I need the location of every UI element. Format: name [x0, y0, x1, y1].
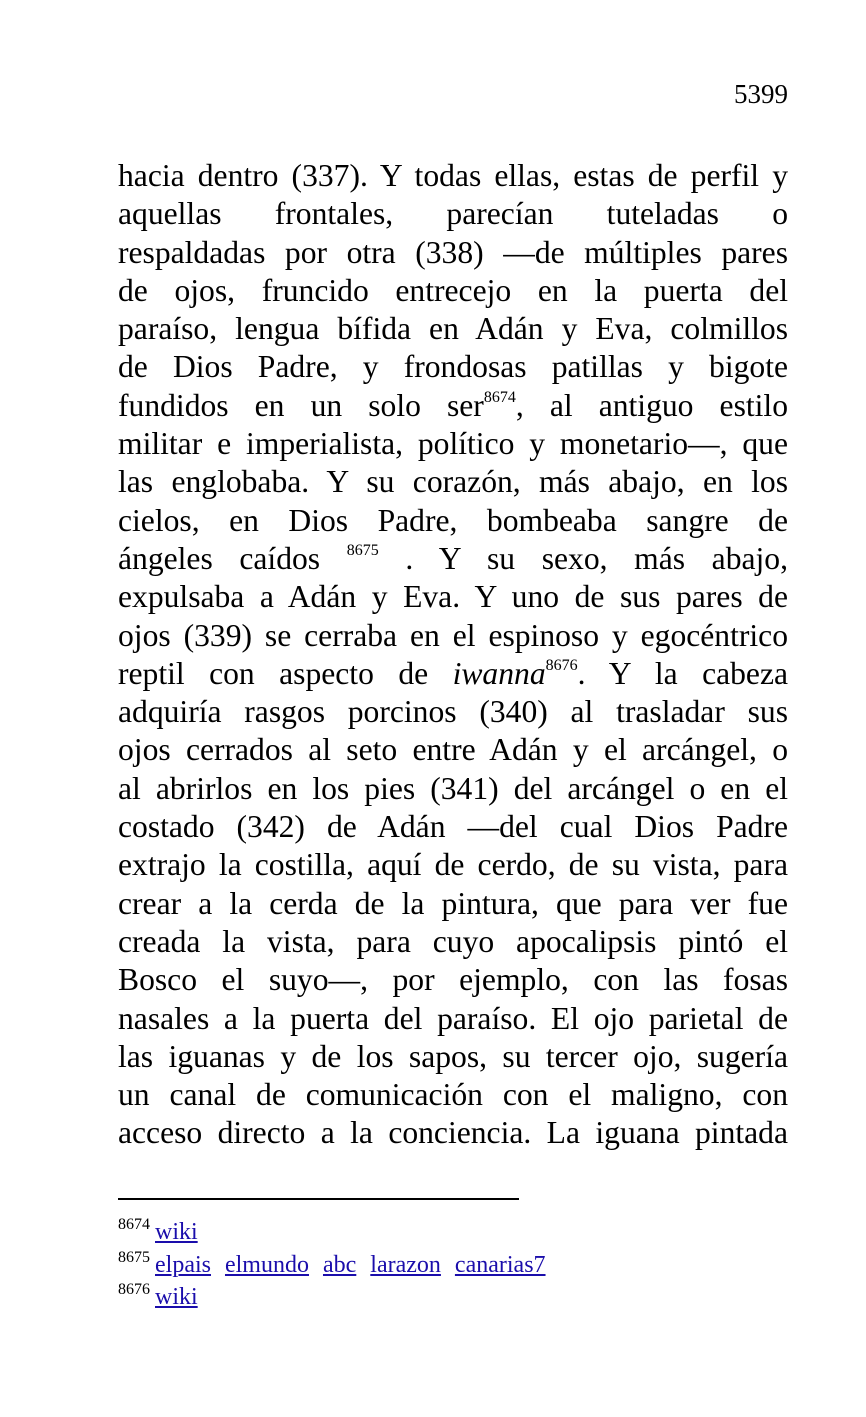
text-line: de Dios Padre, y frondosas patillas y bigote: [118, 349, 788, 385]
text-line: ángeles caídos $^{8675}$ . Y su sexo, más abajo,: [118, 540, 788, 576]
text-line: de ojos, fruncido entrecejo en la puerta del: [118, 272, 788, 308]
footnote-number: 8675: [118, 1248, 150, 1266]
text-line: las iguanas y de los sapos, su tercer ojo, sugería: [118, 1038, 788, 1074]
text-line: militar e imperialista, político y monetario—, que: [118, 426, 788, 462]
footnote-link-larazon[interactable]: larazon: [370, 1251, 441, 1278]
footnotes: [118, 1216, 560, 1314]
footnote-link-wiki[interactable]: wiki: [155, 1284, 198, 1310]
text-line: las englobaba. Y su corazón, más abajo, en los: [118, 464, 788, 500]
text-line: al abrirlos en los pies (341) del arcángel o en el: [118, 770, 788, 806]
text-line: ojos cerrados al seto entre Adán y el arcángel, o: [118, 732, 788, 768]
body-text: [118, 157, 788, 1153]
text-line: paraíso, lengua bífida en Adán y Eva, colmillos: [118, 311, 788, 347]
footnote-link-elpais[interactable]: elpais: [155, 1251, 211, 1278]
text-line: reptil con aspecto de iwanna$^{8676}$. Y la cabeza: [118, 655, 788, 691]
text-line: Bosco el suyo—, por ejemplo, con las fosas: [118, 962, 788, 998]
footnote-link-abc[interactable]: abc: [322, 1251, 357, 1278]
text-line: nasales a la puerta del paraíso. El ojo parietal de: [118, 1000, 788, 1036]
footnote-8675: [118, 1249, 560, 1282]
text-line: creada la vista, para cuyo apocalipsis pintó el: [118, 923, 788, 959]
footnote-link-canarias7[interactable]: canarias7: [454, 1251, 546, 1278]
footnote-ref-8674[interactable]: 8674: [483, 388, 516, 406]
footnote-number: 8674: [118, 1216, 150, 1233]
footnote-ref-8675[interactable]: 8675: [346, 541, 379, 559]
text-line: expulsaba a Adán y Eva. Y uno de sus pares de: [118, 579, 788, 615]
page-number: 5399: [734, 79, 788, 109]
footnote-8674: [118, 1216, 560, 1249]
footnote-8676: [118, 1281, 560, 1314]
text-line: adquiría rasgos porcinos (340) al trasladar sus: [118, 694, 788, 730]
text-line: costado (342) de Adán —del cual Dios Padre: [118, 809, 788, 845]
footnote-link-elmundo[interactable]: elmundo: [224, 1251, 309, 1278]
text-line: crear a la cerda de la pintura, que para ver fue: [118, 885, 788, 921]
footnote-number: 8676: [118, 1281, 150, 1298]
footnote-divider: [118, 1198, 519, 1200]
footnote-link-wiki[interactable]: wiki: [155, 1219, 198, 1245]
text-line: acceso directo a la conciencia. La iguana pintada: [118, 1115, 788, 1151]
text-line: aquellas frontales, parecían tuteladas o: [118, 196, 788, 232]
text-line: un canal de comunicación con el maligno, con: [118, 1077, 788, 1113]
text-line: extrajo la costilla, aquí de cerdo, de su vista, para: [118, 847, 788, 883]
text-line: respaldadas por otra (338) —de múltiples pares: [118, 234, 788, 270]
text-line: cielos, en Dios Padre, bombeaba sangre de: [118, 502, 788, 538]
text-line: ojos (339) se cerraba en el espinoso y egocéntrico: [118, 617, 788, 653]
footnote-ref-8676[interactable]: 8676: [545, 656, 578, 674]
text-line: fundidos en un solo ser$^{8674}$, al antiguo estilo: [118, 387, 789, 423]
text-line: hacia dentro (337). Y todas ellas, estas de perfil y: [118, 158, 788, 193]
